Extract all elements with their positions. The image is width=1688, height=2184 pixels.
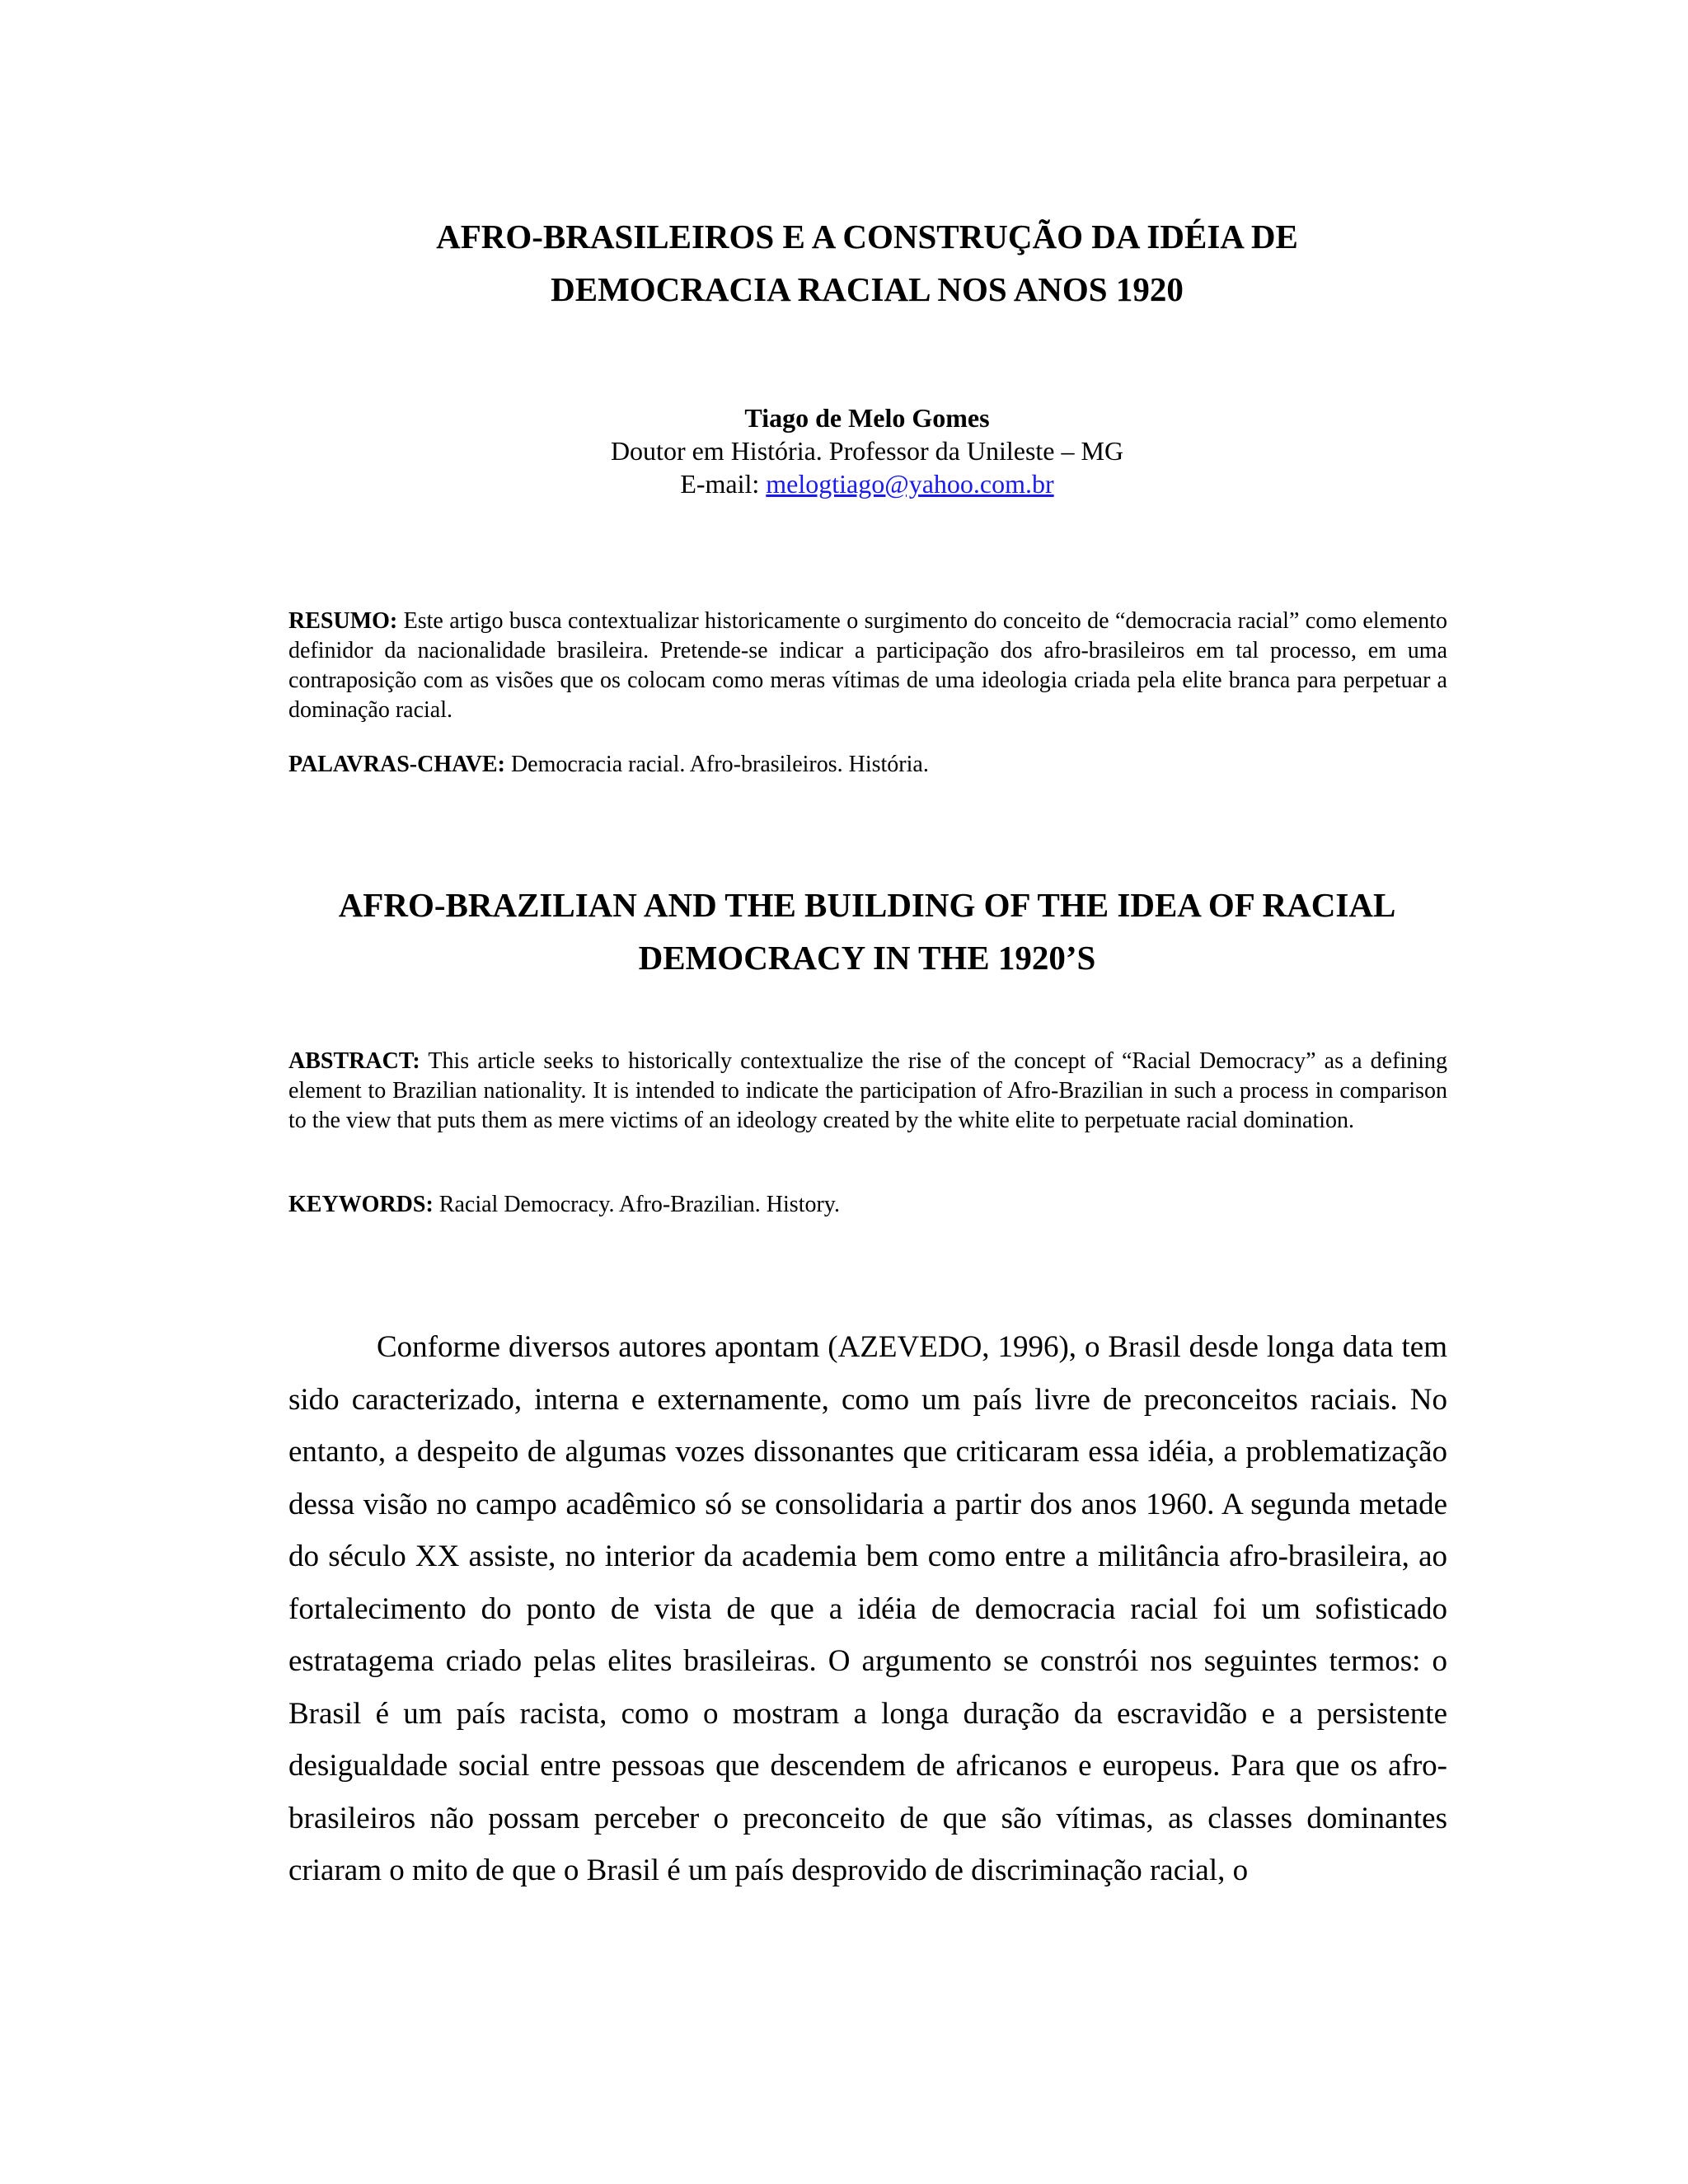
title-english [287, 879, 1447, 984]
resumo-text: Este artigo busca contextualizar historicamente o surgimento do conceito de “democracia racial” como elemento definidor da nacionalidade brasileira. Pretende-se indicar a participação dos afro-brasileiros em tal processo, em uma contraposição com as visões que os colocam como meras vítimas de uma ideologia criada pela elite branca para perpetuar a dominação racial. [288, 608, 1447, 723]
abstract-label: ABSTRACT: [288, 1048, 420, 1074]
palavras-chave-label: PALAVRAS-CHAVE: [288, 752, 505, 777]
palavras-chave-paragraph [288, 750, 1447, 780]
author-email-line [287, 467, 1447, 500]
body-paragraph: Conforme diversos autores apontam (AZEVEDO, 1996), o Brasil desde longa data tem sido caracterizado, interna e externamente, como um país livre de preconceitos raciais. No entanto, a despeito de algumas vozes dissonantes que criticaram essa idéia, a problematização dessa visão no campo acadêmico só se consolidaria a partir dos anos 1960. A segunda metade do século XX assiste, no interior da academia bem como entre a militância afro-brasileira, ao fortalecimento do ponto de vista de que a idéia de democracia racial foi um sofisticado estratagema criado pelas elites brasileiras. O argumento se constrói nos seguintes termos: o Brasil é um país racista, como o mostram a longa duração da escravidão e a persistente desigualdade social entre pessoas que descendem de africanos e europeus. Para que os afro-brasileiros não possam perceber o preconceito de que são vítimas, as classes dominantes criaram o mito de que o Brasil é um país desprovido de discriminação racial, o [288, 1330, 1447, 1887]
keywords-paragraph [288, 1190, 1447, 1220]
title-english-line2: DEMOCRACY IN THE 1920’S [638, 939, 1096, 977]
title-portuguese-line2: DEMOCRACIA RACIAL NOS ANOS 1920 [551, 270, 1184, 308]
title-portuguese [287, 210, 1447, 316]
abstract-text: This article seeks to historically contextualize the rise of the concept of “Racial Democracy” as a defining element to Brazilian nationality. It is intended to indicate the participation of Afro-Brazilian in such a process in comparison to the view that puts them as mere victims of an ideology created by the white elite to perpetuate racial domination. [288, 1048, 1447, 1133]
keywords-text: Racial Democracy. Afro-Brazilian. History. [433, 1192, 840, 1217]
author-affiliation: Doutor em História. Professor da Unileste – MG [610, 436, 1124, 466]
email-link[interactable]: melogtiago@yahoo.com.br [766, 469, 1054, 499]
title-portuguese-line1: AFRO-BRASILEIROS E A CONSTRUÇÃO DA IDÉIA DE [436, 218, 1298, 255]
author-block [287, 401, 1447, 500]
email-label: E-mail: [680, 469, 767, 499]
resumo-paragraph [288, 607, 1447, 725]
keywords-label: KEYWORDS: [288, 1192, 434, 1217]
abstract-paragraph [288, 1047, 1447, 1136]
title-english-line1: AFRO-BRAZILIAN AND THE BUILDING OF THE IDEA OF RACIAL [338, 886, 1396, 924]
author-name: Tiago de Melo Gomes [744, 403, 990, 433]
palavras-chave-text: Democracia racial. Afro-brasileiros. História. [504, 752, 929, 777]
resumo-label: RESUMO: [288, 608, 398, 634]
